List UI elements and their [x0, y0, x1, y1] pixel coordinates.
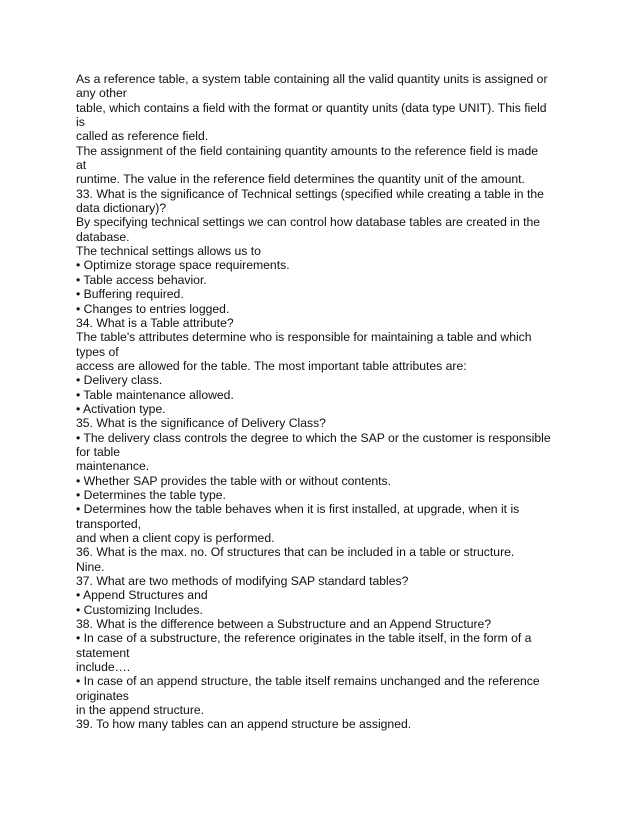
text-line: and when a client copy is performed. — [76, 531, 275, 545]
text-line: • Changes to entries logged. — [76, 301, 230, 316]
text-line: at — [76, 158, 87, 173]
text-line: As a reference table, a system table containing all the valid quantity units is assigned or — [76, 72, 548, 86]
text-line: • The delivery class controls the degree to which the SAP or the customer is responsible — [76, 430, 551, 445]
text-line: The assignment of the field containing quantity amounts to the reference field is made — [76, 143, 539, 158]
text-line: • Table access behavior. — [76, 272, 207, 287]
text-line: • Buffering required. — [76, 287, 184, 302]
text-line: originates — [76, 688, 129, 703]
text-line: • Determines how the table behaves when it is first installed, at upgrade, when it is — [76, 502, 520, 517]
text-line: runtime. The value in the reference field determines the quantity unit of the amount. — [76, 172, 525, 187]
text-line: • Table maintenance allowed. — [76, 387, 234, 402]
text-line: 37. What are two methods of modifying SAP standard tables? — [76, 574, 409, 589]
text-line: access are allowed for the table. The most important table attributes are: — [76, 358, 467, 373]
text-line: • Append Structures and — [76, 588, 208, 603]
text-line: 35. What is the significance of Delivery Class? — [76, 416, 326, 431]
text-line: • Delivery class. — [76, 373, 163, 388]
text-line: in the append structure. — [76, 703, 205, 718]
text-line: The technical settings allows us to — [76, 244, 261, 259]
text-line: • Whether SAP provides the table with or without contents. — [76, 473, 391, 488]
text-line: The table's attributes determine who is responsible for maintaining a table and which — [76, 330, 532, 345]
text-line: Nine. — [76, 559, 105, 574]
text-line: is — [76, 115, 85, 130]
text-line: 39. To how many tables can an append structure be assigned. — [76, 717, 412, 732]
text-line: transported, — [76, 516, 142, 531]
text-line: By specifying technical settings we can control how database tables are created in the — [76, 215, 541, 230]
text-line: 34. What is a Table attribute? — [76, 315, 234, 330]
text-line: any other — [76, 86, 127, 101]
text-line: 38. What is the difference between a Substructure and an Append Structure? — [76, 617, 492, 632]
text-line: statement — [76, 645, 130, 660]
text-line: • Activation type. — [76, 401, 166, 416]
text-line: • In case of an append structure, the table itself remains unchanged and the reference — [76, 674, 540, 689]
text-line: • Customizing Includes. — [76, 602, 203, 617]
text-line: called as reference field. — [76, 129, 209, 144]
text-line: • In case of a substructure, the reference originates in the table itself, in the form of a — [76, 631, 532, 646]
text-line: • Determines the table type. — [76, 487, 226, 502]
text-line: for table — [76, 444, 121, 459]
text-line: data dictionary)? — [76, 201, 167, 216]
text-line: maintenance. — [76, 459, 150, 474]
text-line: database. — [76, 229, 130, 244]
text-line: • Optimize storage space requirements. — [76, 258, 290, 273]
text-line: types of — [76, 344, 119, 359]
text-line: table, which contains a field with the format or quantity units (data type UNIT). This field — [76, 100, 547, 115]
text-line: 36. What is the max. no. Of structures that can be included in a table or structure. — [76, 545, 515, 560]
document-body — [76, 72, 566, 732]
text-line: 33. What is the significance of Technical settings (specified while creating a table in the — [76, 186, 544, 201]
text-line: include…. — [76, 660, 131, 675]
